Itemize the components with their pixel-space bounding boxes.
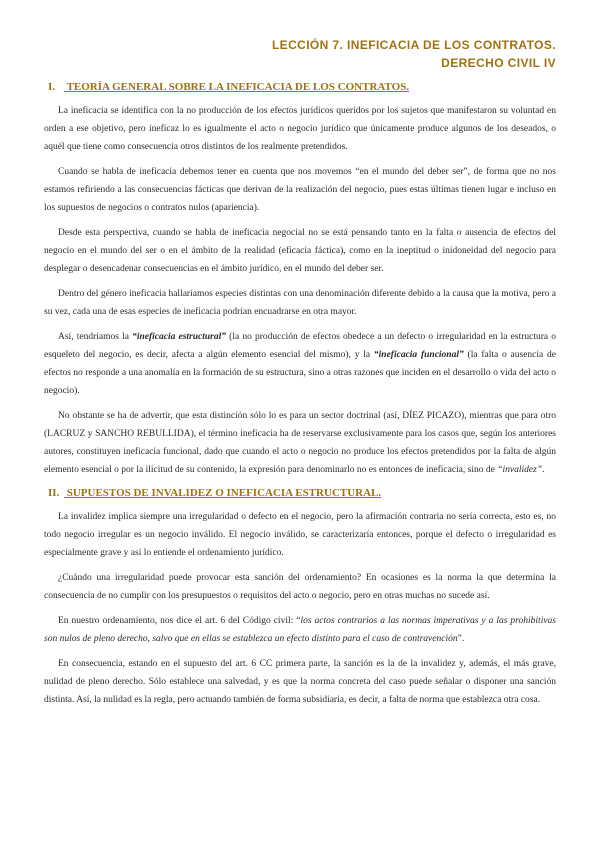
text-run: (la falta o ausencia de efectos no responde a una anomalía en la formación de su estructura, sino a otras razones que inciden en el desarrollo o vida del acto o negocio). [44,350,556,396]
quote-article-6: los actos contrarios a las normas imperativas y a las prohibitivas son nulos de pleno derecho, salvo que en ellas se establezca un efecto distinto para el caso de contravención [44,616,557,644]
section-1-paragraph-2: Cuando se habla de ineficacia debemos tener en cuenta que nos movemos “en el mundo del deber ser”, de forma que no nos estamos refiriendo a las consecuencias fácticas que derivan de la realización del negocio, pues estas últimas tienen lugar e incluso en los supuestos de negocios o contratos nulos (apariencia). [44,167,556,213]
section-1-heading [44,80,556,94]
section-2-paragraph-2: ¿Cuándo una irregularidad puede provocar esta sanción del ordenamiento? En ocasiones es la norma la que determina la consecuencia de no cumplir con los presupuestos o requisitos del acto o negocio, pero en otras muchas no sucede así. [44,573,556,601]
section-1-paragraph-1: La ineficacia se identifica con la no producción de los efectos jurídicos queridos por los sujetos que manifestaron su voluntad en orden a ese objetivo, pero ineficaz lo es igualmente el acto o negocio jurídico que únicamente produce algunos de los deseados, o aquél que tiene como consecuencia otros distintos de los realmente pretendidos. [44,106,556,152]
section-1-number: I. [48,81,56,93]
header-lesson-title: LECCIÓN 7. INEFICACIA DE LOS CONTRATOS. [271,38,556,52]
document-body [44,80,556,716]
section-1-paragraph-6 [44,407,556,479]
section-2-paragraph-3 [44,612,556,648]
text-run: . [542,465,545,475]
section-1-paragraph-3: Desde esta perspectiva, cuando se habla de ineficacia negocial no se está pensando tanto en la falta o ausencia de efectos del negocio en el mundo del ser o en el ámbito de la realidad (eficacia fáctica), como en la ineptitud o inidoneidad del negocio para desplegar o desencadenar consecuencias en el ámbito jurídico, en el mundo del deber ser. [44,228,556,274]
text-run: Así, tendríamos la [58,332,133,342]
section-2-heading [44,486,556,500]
section-2-paragraph-4: En consecuencia, estando en el supuesto del art. 6 CC primera parte, la sanción es la de la invalidez y, además, el más grave, nulidad de pleno derecho. Sólo establece una salvedad, y es que la norma concreta del caso puede señalar o disponer una sanción distinta. Así, la nulidad es la regla, pero actuando también de forma subsidiaria, es decir, a falta de norma que establezca otra cosa. [44,659,556,705]
term-ineficacia-estructural: “ineficacia estructural” [132,332,227,342]
text-run: No obstante se ha de advertir, que esta distinción sólo lo es para un sector doctrinal (así, DÍEZ PICAZO), mientras que para otro (LACRUZ y SANCHO REBULLIDA), el término ineficacia ha de reservarse exclusivamente para los casos que, según los anteriores autores, constituyen ineficacia funcional, dado que cuando el acto o negocio no produce los efectos pretendidos por la falta de algún elemento esencial o por la ilicitud de su contenido, la expresión para denominarlo no es entonces de ineficacia, sino de [44,411,556,475]
text-run: (la no producción de efectos obedece a un defecto o irregularidad en la estructura o esqueleto del negocio, es decir, afecta a algún elemento esencial del mismo), y la [44,332,557,360]
section-1-title: TEORÍA GENERAL SOBRE LA INEFICACIA DE LOS CONTRATOS. [66,81,410,93]
text-run: En nuestro ordenamiento, nos dice el art. 6 del Código civil: “ [58,616,301,626]
document-header [272,36,556,72]
text-run: ”. [457,634,465,644]
section-2-paragraph-1: La invalidez implica siempre una irregularidad o defecto en el negocio, pero la afirmación contraria no sería correcta, esto es, no todo negocio irregular es un negocio inválido. El negocio inválido, se caracterizaría entonces, porque el defecto o irregularidad es especialmente grave y así lo entiende el ordenamiento jurídico. [44,512,556,558]
section-2-title: SUPUESTOS DE INVALIDEZ O INEFICACIA ESTRUCTURAL. [66,487,382,499]
section-1-paragraph-4: Dentro del género ineficacia hallaríamos especies distintas con una denominación diferente debido a la causa que la motiva, pero a su vez, cada una de esas especies de ineficacia podrían encuadrarse en otra mayor. [44,289,556,317]
header-subject: DERECHO CIVIL IV [441,56,556,70]
term-ineficacia-funcional: “ineficacia funcional” [373,350,464,360]
section-2-number: II. [48,487,60,499]
section-1-paragraph-5 [44,328,556,400]
term-invalidez: “invalidez” [497,465,543,475]
